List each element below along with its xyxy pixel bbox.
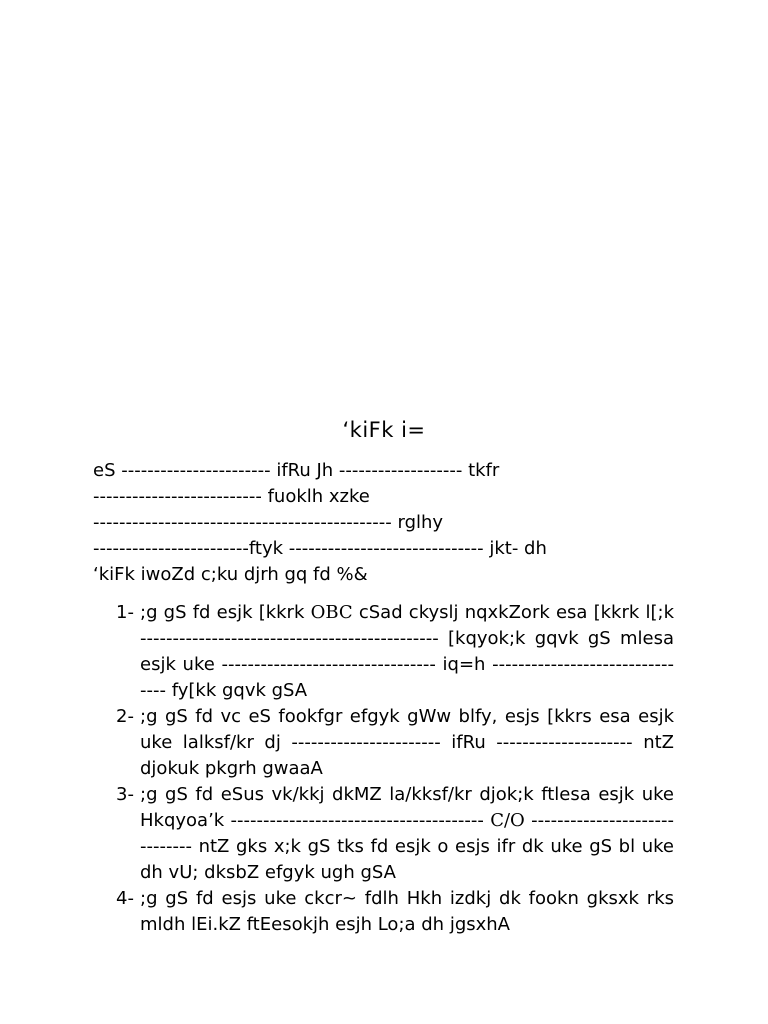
paragraph-4 <box>116 886 674 938</box>
numbered-paragraphs <box>116 600 674 938</box>
paragraph-text <box>140 886 674 938</box>
paragraph-text <box>140 600 674 704</box>
paragraph-text-part: ;g gS fd esjs uke ckcr~ fdlh Hkh izdkj dk fookn gksxk rks mldh lEi.kZ ftEesokjh esjh Lo;a dh jgsxhA <box>140 888 674 935</box>
intro-line: ------------------------ftyk ------------------------------ jkt- dh <box>93 538 547 559</box>
paragraph-number: 3- <box>116 784 134 805</box>
paragraph-text <box>140 704 674 782</box>
intro-line: eS ----------------------- ifRu Jh ------------------- tkfr <box>93 460 500 481</box>
paragraph-2 <box>116 704 674 782</box>
paragraph-number: 1- <box>116 602 134 623</box>
paragraph-3 <box>116 782 674 886</box>
intro-line: -------------------------- fuoklh xzke <box>93 486 370 507</box>
document-title: ‘kiFk i= <box>342 418 426 442</box>
paragraph-text-part: ------------------------------ ntZ gks x;k gS tks fd esjk o esjs ifr dk uke gS bl uke dh vU; dksbZ efgyk ugh gSA <box>140 810 674 883</box>
intro-block <box>93 458 653 588</box>
paragraph-text-part: ;g gS fd eSus vk/kkj dkMZ la/kksf/kr djok;k ftlesa esjk uke Hkqyoa’k --------------------------------------- <box>140 784 674 831</box>
paragraph-number: 2- <box>116 706 134 727</box>
paragraph-text-part: cSad ckyslj nqxkZork esa [kkrk l[;k ---------------------------------------------- [kqyok;k gqvk gS mlesa esjk uke --------------------------------- iq=h -------------------------------- fy[kk gqvk gSA <box>140 602 674 701</box>
paragraph-serif-part: C/O <box>490 810 525 831</box>
paragraph-serif-part: OBC <box>310 602 353 623</box>
intro-line: ---------------------------------------------- rglhy <box>93 512 444 533</box>
paragraph-number: 4- <box>116 888 134 909</box>
paragraph-text <box>140 782 674 886</box>
paragraph-text-part: ;g gS fd vc eS fookfgr efgyk gWw blfy, esjs [kkrs esa esjk uke lalksf/kr dj ----------------------- ifRu --------------------- ntZ djokuk pkgrh gwaaA <box>140 706 674 779</box>
intro-line: ‘kiFk iwoZd c;ku djrh gq fd %& <box>93 564 368 585</box>
paragraph-1 <box>116 600 674 704</box>
paragraph-text-part: ;g gS fd esjk [kkrk <box>140 602 311 623</box>
